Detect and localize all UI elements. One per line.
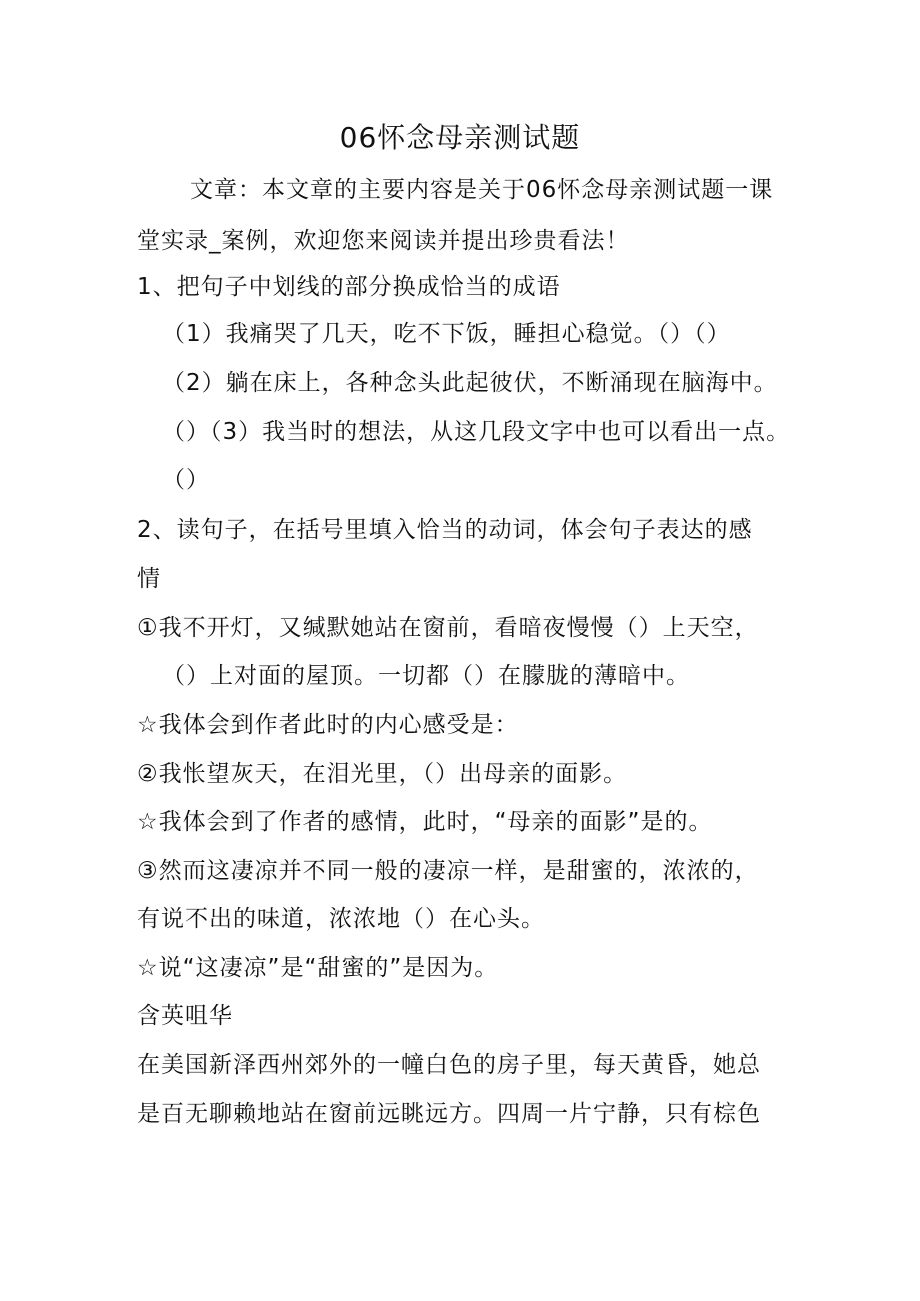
question-2-sentence-1: ①我不开灯，又缄默她站在窗前，看暗夜慢慢（）上天空， [137,615,759,641]
question-1-item-4: （） [162,467,210,493]
question-1-heading: 1、把句子中划线的部分换成恰当的成语 [137,274,561,300]
intro-line-2: 堂实录_案例，欢迎您来阅读并提出珍贵看法！ [137,228,630,254]
question-2-sentence-1-cont: （）上对面的屋顶。一切都（）在朦胧的薄暗中。 [162,663,690,689]
question-1-item-3: （）（3）我当时的想法，从这几段文字中也可以看出一点。 [162,419,791,445]
question-1-item-1: （1）我痛哭了几天，吃不下饭，睡担心稳觉。（）（） [162,321,731,347]
question-2-prompt-2: ☆我体会到了作者的感情，此时，“母亲的面影”是的。 [137,809,713,835]
passage-line-2: 是百无聊赖地站在窗前远眺远方。四周一片宁静，只有棕色 [137,1101,761,1127]
intro-line-1: 文章：本文章的主要内容是关于06怀念母亲测试题一课 [190,177,774,203]
question-2-heading: 2、读句子，在括号里填入恰当的动词，体会句子表达的感 [137,517,753,543]
question-2-heading-cont: 情 [137,566,161,592]
question-2-prompt-1: ☆我体会到作者此时的内心感受是： [137,712,519,738]
question-2-prompt-3: ☆说“这凄凉”是“甜蜜的”是因为。 [137,955,499,981]
question-2-sentence-3: ③然而这凄凉并不同一般的凄凉一样，是甜蜜的，浓浓的， [137,858,759,884]
question-2-sentence-2: ②我怅望灰天，在泪光里，（）出母亲的面影。 [137,761,628,787]
question-2-sentence-3-cont: 有说不出的味道，浓浓地（）在心头。 [137,906,545,932]
question-1-item-2: （2）躺在床上，各种念头此起彼伏，不断涌现在脑海中。 [162,370,778,396]
section-heading: 含英咀华 [137,1003,233,1029]
document-title: 06怀念母亲测试题 [339,121,581,154]
passage-line-1: 在美国新泽西州郊外的一幢白色的房子里，每天黄昏，她总 [137,1052,761,1078]
